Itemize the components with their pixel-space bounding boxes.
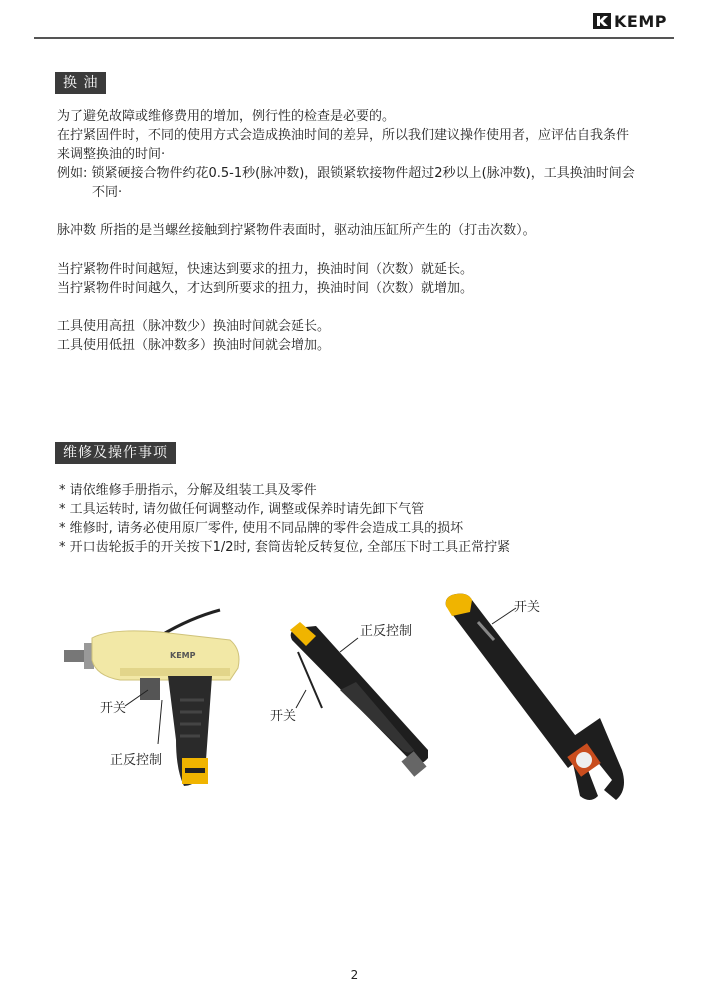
list-item: * 工具运转时, 请勿做任何调整动作, 调整或保养时请先卸下气管 — [59, 502, 425, 517]
open-end-wrench-tool-image — [446, 594, 624, 800]
section-title-maintenance: 维修及操作事项 — [55, 442, 176, 464]
paragraph-line: 来调整换油的时间· — [57, 147, 166, 162]
paragraph-line: 当拧紧物件时间越久，才达到所要求的扭力，换油时间（次数）就增加。 — [57, 281, 474, 296]
straight-impulse-tool-image — [290, 622, 428, 777]
kemp-logo — [593, 11, 667, 31]
paragraph-line: 脉冲数 所指的是当螺丝接触到拧紧物件表面时，驱动油压缸所产生的（打击次数）。 — [57, 223, 536, 238]
paragraph-line: 为了避免故障或维修费用的增加，例行性的检查是必要的。 — [57, 109, 396, 124]
brand-name: KEMP — [614, 11, 667, 31]
header-divider — [34, 37, 674, 39]
paragraph-line: 当拧紧物件时间越短，快速达到要求的扭力，换油时间（次数）就延长。 — [57, 262, 474, 277]
callout-switch-straight: 开关 — [270, 709, 297, 724]
paragraph-line: 工具使用高扭（脉冲数少）换油时间就会延长。 — [57, 319, 331, 334]
paragraph-line: 在拧紧固件时，不同的使用方式会造成换油时间的差异，所以我们建议操作使用者，应评估自我条件 — [57, 128, 630, 143]
page-number: 2 — [350, 968, 359, 982]
list-item: * 维修时, 请务必使用原厂零件, 使用不同品牌的零件会造成工具的损坏 — [59, 521, 464, 536]
section-title-oil-change: 换 油 — [55, 72, 106, 94]
list-item: * 开口齿轮扳手的开关按下1/2时, 套筒齿轮反转复位, 全部压下时工具正常拧紧 — [59, 540, 511, 555]
callout-direction-straight: 正反控制 — [360, 624, 413, 639]
paragraph-line: 例如: 锁紧硬接合物件约花0.5-1秒(脉冲数)，跟锁紧软接物件超过2秒以上(脉冲数)，工具换油时间会 — [57, 166, 635, 181]
callout-direction-pistol: 正反控制 — [110, 753, 163, 768]
callout-switch-open-end: 开关 — [514, 600, 541, 615]
paragraph-line: 工具使用低扭（脉冲数多）换油时间就会增加。 — [57, 338, 331, 353]
paragraph-line: 不同· — [92, 185, 123, 200]
callout-switch-pistol: 开关 — [100, 701, 127, 716]
pistol-body-brand: KEMP — [170, 651, 196, 660]
kemp-logo-mark-icon — [593, 13, 611, 29]
list-item: * 请依维修手册指示，分解及组装工具及零件 — [59, 483, 317, 498]
